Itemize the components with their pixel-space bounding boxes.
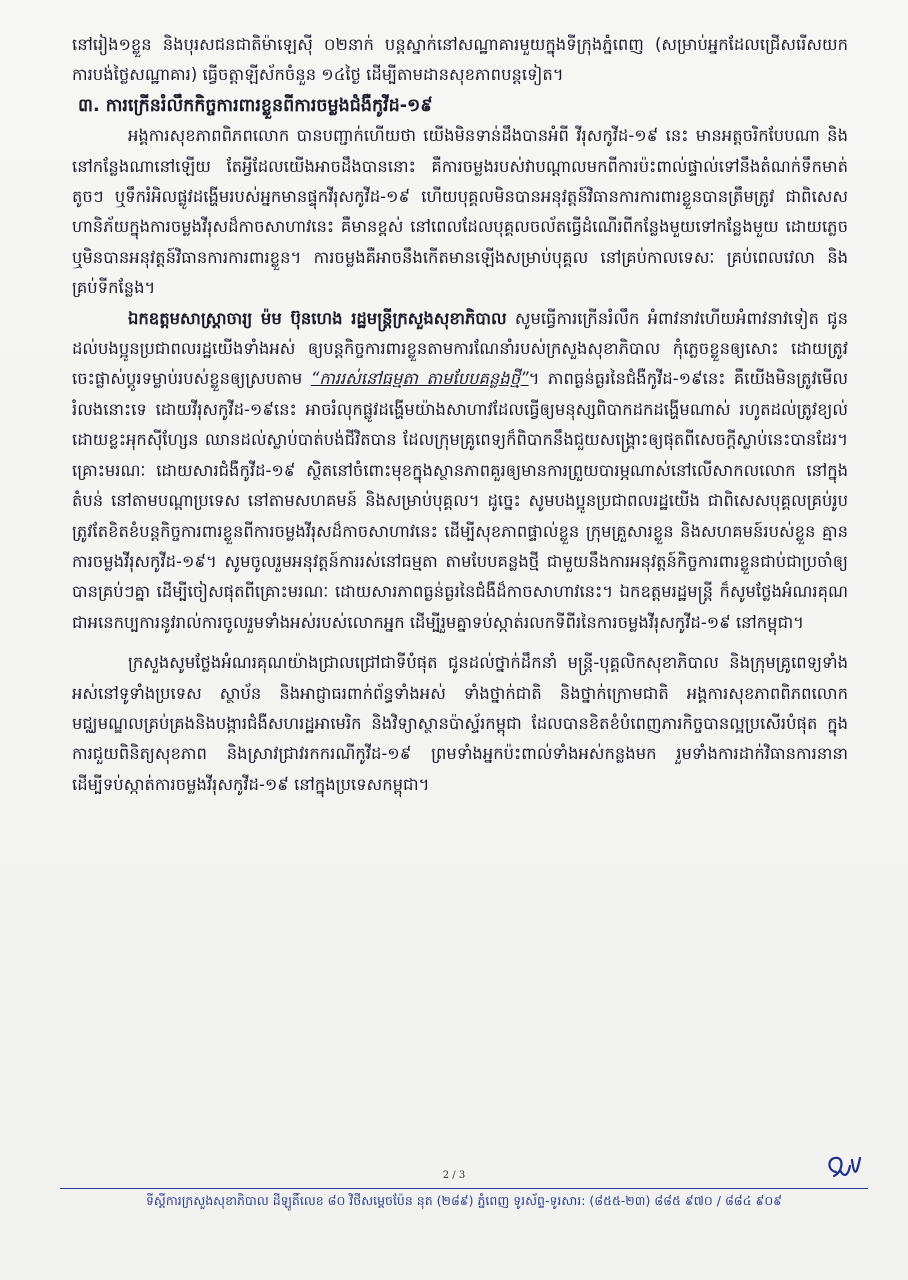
footer-address: ទីស្តីការក្រសួងសុខាភិបាល ដីឡូតិ៍លេខ ៨០ វិថីសម្តេចប៉ែន នុត (២៨៩) ភ្នំពេញ ទូរស័ព្ទ-ទូរសារ: (៨៥៥-២៣) ៨៨៥ ៩៧០ / ៨៨៤ ៩០៩ bbox=[145, 1193, 783, 1208]
paragraph-quarantine: នៅរៀង១ខ្លួន និងបុរសជនជាតិម៉ាឡេស៊ី ០២នាក់ បន្តស្នាក់នៅសណ្ឋាគារមួយក្នុងទីក្រុងភ្នំពេញ (សម្រាប់អ្នកដែលជ្រើសរើសយកការបង់ថ្លៃសណ្ឋាគារ) ធ្វើចត្តាឡីស័កចំនួន ១៤ថ្ងៃ ដើម្បីតាមដានសុខភាពបន្តទៀត។ bbox=[72, 35, 848, 85]
footer-divider bbox=[60, 1188, 868, 1189]
paragraph-who-transmission: អង្គការសុខភាពពិភពលោក បានបញ្ជាក់ហើយថា យើងមិនទាន់ដឹងបានអំពី វីរុសកូវីដ-១៩ នេះ មានអត្តចរិកបែបណា និងនៅកន្លែងណានៅឡើយ តែអ្វីដែលយើងអាចដឹងបាននោះ គឺការចម្លងរបស់វាបណ្តាលមកពីការប៉ះពាល់ផ្ទាល់ទៅនឹងតំណក់ទឹកមាត់តូចៗ ឬទឹករំអិលផ្លូវដង្ហើមរបស់អ្នកមានផ្ទុកវីរុសកូវីដ-១៩ ហើយបុគ្គលមិនបានអនុវត្តន៍វិធានការការពារខ្លួនបានត្រឹមត្រូវ ជាពិសេស ហានិភ័យក្នុងការចម្លងវីរុសដ៏កាចសាហាវនេះ គឺមានខ្ពស់ នៅពេលដែលបុគ្គលចល័តធ្វើដំណើរពីកន្លែងមួយទៅកន្លែងមួយ ដោយភ្លេច ឬមិនបានអនុវត្តន៍វិធានការការពារខ្លួន។ ការចម្លងគឺអាចនឹងកើតមានឡើងសម្រាប់បុគ្គល នៅគ្រប់កាលទេសៈ គ្រប់ពេលវេលា និងគ្រប់ទីកន្លែង។ bbox=[72, 126, 848, 298]
page-number: 2 / 3 bbox=[442, 1170, 466, 1181]
paragraph-minister-appeal bbox=[72, 304, 848, 638]
new-normal-quote: “ការរស់នៅធម្មតា តាមបែបគន្លងថ្មី” bbox=[310, 369, 529, 389]
paragraph-acknowledgement: ក្រសួងសូមថ្លែងអំណរគុណយ៉ាងជ្រាលជ្រៅជាទីបំផុត ជូនដល់ថ្នាក់ដឹកនាំ មន្ត្រី-បុគ្គលិកសុខាភិបាល និងក្រុមគ្រូពេទ្យទាំងអស់នៅទូទាំងប្រទេស ស្ថាប័ន និងអាជ្ញាធរពាក់ព័ន្ធទាំងអស់ ទាំងថ្នាក់ជាតិ និងថ្នាក់ក្រោមជាតិ អង្គការសុខភាពពិភពលោក មជ្ឈមណ្ឌលគ្រប់គ្រងនិងបង្ការជំងឺសហរដ្ឋអាមេរិក និងវិទ្យាស្ថានប៉ាស្ទ័រកម្ពុជា ដែលបានខិតខំបំពេញភារកិច្ចបានល្អប្រសើរបំផុត ក្នុងការជួយពិនិត្យសុខភាព និងស្រាវជ្រាវរកករណីកូវីដ-១៩ ព្រមទាំងអ្នកប៉ះពាល់ទាំងអស់កន្លងមក រួមទាំងការដាក់វិធានការនានា ដើម្បីទប់ស្កាត់ការចម្លងវីរុសកូវីដ-១៩ នៅក្នុងប្រទេសកម្ពុជា។ bbox=[72, 653, 848, 794]
appeal-text-b: ។ ភាពធ្ងន់ធ្ងរនៃជំងឺកូវីដ-១៩នេះ គឺយើងមិនត្រូវមើលរំលងនោះទេ ដោយវីរុសកូវីដ-១៩នេះ អាចរំលុកផ្លូវដង្ហើមយ៉ាងសាហាវដែលធ្វើឲ្យមនុស្សពិបាកដកដង្ហើមណាស់ រហូតដល់ត្រូវខ្យល់ដោយខ្លះអុកស៊ីហ្សែន ឈានដល់ស្លាប់បាត់បង់ជីវិតបាន ដែលក្រុមគ្រូពេទ្យក៏ពិបាកនឹងជួយសង្គ្រោះឲ្យផុតពីសេចក្តីស្លាប់នេះបានដែរ។ គ្រោះមរណៈ ដោយសារជំងឺកូវីដ-១៩ ស្ថិតនៅចំពោះមុខក្នុងស្ថានភាពគួរឲ្យមានការព្រួយបារម្ភណាស់នៅលើសាកលលោក នៅក្នុងតំបន់ នៅតាមបណ្តាប្រទេស នៅតាមសហគមន៍ និងសម្រាប់បុគ្គល។ ដូច្នេះ សូមបងប្អូនប្រជាពលរដ្ឋយើង ជាពិសេសបុគ្គលគ្រប់រូប ត្រូវតែខិតខំបន្តកិច្ចការពារខ្លួនពីការចម្លងវីរុសដ៏កាចសាហាវនេះ ដើម្បីសុខភាពផ្ទាល់ខ្លួន ក្រុមគ្រួសារខ្លួន និងសហគមន៍របស់ខ្លួន គ្មានការចម្លងវីរុសកូវីដ-១៩។ សូមចូលរួមអនុវត្តន៍ការរស់នៅធម្មតា តាមបែបគន្លងថ្មី ជាមួយនឹងការអនុវត្តន៍កិច្ចការពារខ្លួនជាប់ជាប្រចាំឲ្យបានគ្រប់ៗគ្នា ដើម្បីចៀសផុតពីគ្រោះមរណៈ ដោយសារភាពធ្ងន់ធ្ងរនៃជំងឺដ៏កាចសាហាវនេះ។ ឯកឧត្តមរដ្ឋមន្ត្រី ក៏សូមថ្លែងអំណរគុណជាអនេកប្បការនូវរាល់ការចូលរួមទាំងអស់របស់លោកអ្នក ដើម្បីរួមគ្នាទប់ស្កាត់រលកទីពីរនៃការចម្លងវីរុសកូវីដ-១៩ នៅកម្ពុជា។ bbox=[72, 369, 849, 632]
minister-name: ឯកឧត្តមសាស្ត្រាចារ្យ ម៉ម ប៊ុនហេង រដ្ឋមន្ត្រីក្រសួងសុខាភិបាល bbox=[128, 308, 507, 328]
appeal-text-a: សូមធ្វើការក្រើនរំលឹក អំពាវនាវហើយអំពាវនាវទៀត ជូនដល់បងប្អូនប្រជាពលរដ្ឋយើងទាំងអស់ ឲ្យបន្តកិច្ចការពារខ្លួនតាមការណែនាំរបស់ក្រសួងសុខាភិបាល កុំភ្លេចខ្លួនឲ្យសោះ ដោយត្រូវចេះផ្លាស់ប្តូរទម្លាប់របស់ខ្លួនឲ្យស្របតាម bbox=[72, 308, 848, 389]
section-heading-3: ៣. ការក្រើនរំលឹកកិច្ចការពារខ្លួនពីការចម្លងជំងឺកូវីដ-១៩ bbox=[78, 95, 433, 116]
document-body bbox=[72, 30, 848, 800]
